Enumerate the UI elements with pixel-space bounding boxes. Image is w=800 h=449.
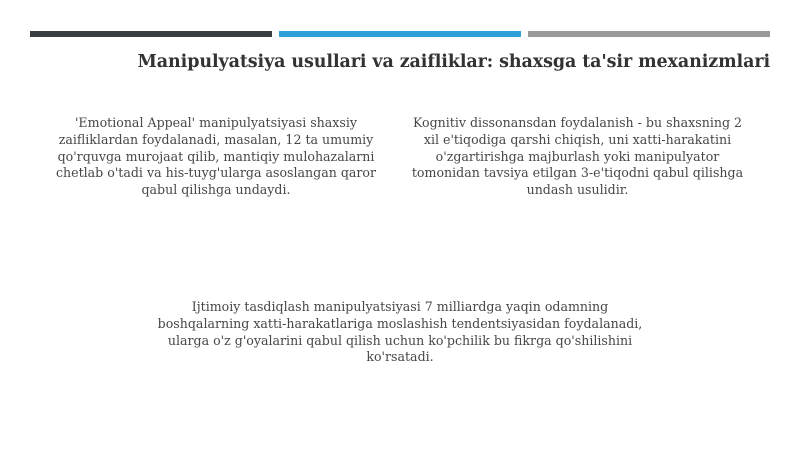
header-bar-dark [30, 31, 272, 37]
paragraph-cognitive-dissonance: Kognitiv dissonansdan foydalanish - bu shaxsning 2 xil e'tiqodiga qarshi chiqish, uni xatti-harakatini o'zgartirishga majburlash yoki manipulyator tomonidan tavsiya etilgan 3-e'tiqodni qabul qilishga undash usulidir. [411, 115, 744, 198]
paragraph-emotional-appeal: 'Emotional Appeal' manipulyatsiyasi shaxsiy zaifliklardan foydalanadi, masalan, 12 ta umumiy qo'rquvga murojaat qilib, mantiqiy mulohazalarni chetlab o'tadi va his-tuyg'ularga asoslangan qaror qabul qilishga undaydi. [55, 115, 377, 198]
paragraph-social-proof: Ijtimoiy tasdiqlash manipulyatsiyasi 7 milliardga yaqin odamning boshqalarning xatti-harakatlariga moslashish tendentsiyasidan foydalanadi, ularga o'z g'oyalarini qabul qilish uchun ko'pchilik bu fikrga qo'shilishini ko'rsatadi. [157, 299, 643, 365]
header-bar-blue [279, 31, 521, 37]
slide-title: Manipulyatsiya usullari va zaifliklar: shaxsga ta'sir mexanizmlari [137, 52, 770, 72]
header-bar-gray [528, 31, 770, 37]
